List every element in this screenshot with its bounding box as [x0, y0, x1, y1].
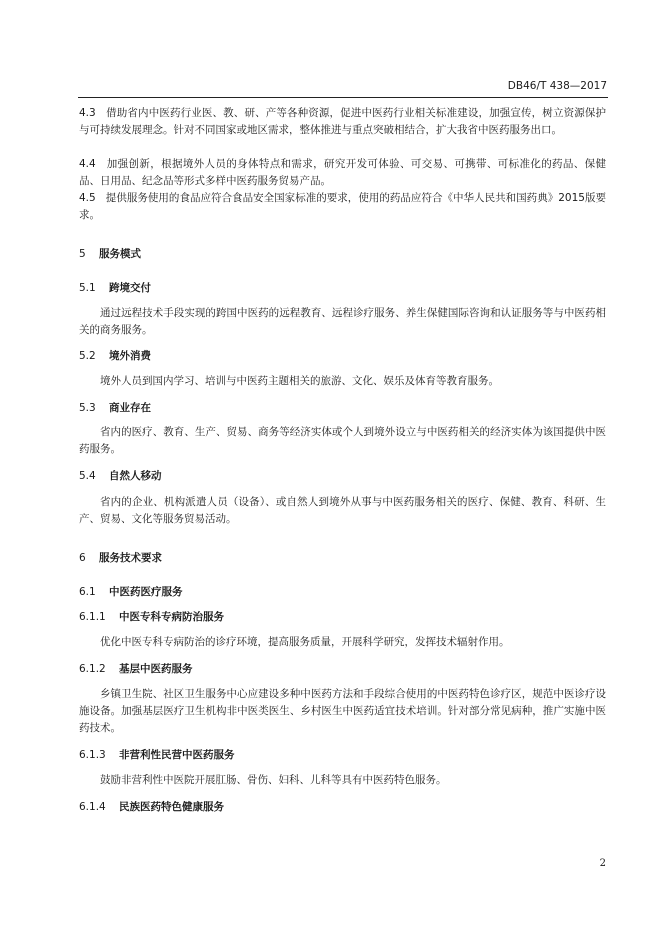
section-number: 5: [79, 248, 86, 260]
heading-5-4: [79, 468, 162, 485]
heading-5-2: [79, 348, 151, 365]
section-number: 6.1.2: [79, 663, 106, 675]
section-number: 5.2: [79, 350, 96, 362]
header-rule: [78, 97, 608, 98]
item-text: 加强创新，根据境外人员的身体特点和需求，研究开发可体验、可交易、可携带、可标准化的药品、保健品、日用品、纪念品等形式多样中医药服务贸易产品。: [79, 158, 606, 187]
section-title: 境外消费: [109, 350, 151, 362]
section-title: 中医药医疗服务: [109, 586, 183, 598]
item-4-3: [79, 105, 606, 139]
section-5-heading: [79, 246, 141, 263]
paragraph-5-3: 省内的医疗、教育、生产、贸易、商务等经济实体或个人到境外设立与中医药相关的经济实体为该国提供中医药服务。: [79, 426, 606, 455]
page-number: 2: [599, 858, 606, 869]
section-number: 5.1: [79, 282, 96, 294]
section-title: 商业存在: [109, 402, 151, 414]
section-title: 中医专科专病防治服务: [119, 611, 224, 623]
section-number: 6.1.3: [79, 749, 106, 761]
item-number: 4.4: [79, 158, 96, 170]
paragraph-6-1-2: 乡镇卫生院、社区卫生服务中心应建设多种中医药方法和手段综合使用的中医药特色诊疗区，规范中医诊疗设施设备。加强基层医疗卫生机构非中医类医生、乡村医生中医药适宜技术培训。针对部分常见病种，推广实施中医药技术。: [79, 688, 606, 734]
item-text: 借助省内中医药行业医、教、研、产等各种资源，促进中医药行业相关标准建设，加强宣传，树立资源保护与可持续发展理念。针对不同国家或地区需求，整体推进与重点突破相结合，扩大我省中医药服务出口。: [79, 107, 607, 136]
section-title: 基层中医药服务: [119, 663, 193, 675]
section-number: 6: [79, 552, 86, 564]
section-number: 6.1: [79, 586, 96, 598]
section-number: 5.4: [79, 470, 96, 482]
paragraph-5-1: 通过远程技术手段实现的跨国中医药的远程教育、远程诊疗服务、养生保健国际咨询和认证服务等与中医药相关的商务服务。: [79, 307, 606, 336]
item-4-5: [79, 190, 606, 224]
item-text: 提供服务使用的食品应符合食品安全国家标准的要求，使用的药品应符合《中华人民共和国药典》2015版要求。: [79, 192, 606, 221]
heading-6-1-2: [79, 661, 193, 678]
section-number: 6.1.4: [79, 801, 106, 813]
section-title: 非营利性民营中医药服务: [119, 749, 235, 761]
heading-5-1: [79, 280, 151, 297]
section-number: 6.1.1: [79, 611, 106, 623]
heading-5-3: [79, 400, 151, 417]
section-title: 民族医药特色健康服务: [119, 801, 224, 813]
section-title: 服务技术要求: [99, 552, 162, 564]
heading-6-1-4: [79, 799, 224, 816]
doc-code: DB46/T 438—2017: [507, 80, 607, 92]
section-title: 跨境交付: [109, 282, 151, 294]
section-title: 自然人移动: [109, 470, 162, 482]
heading-6-1-3: [79, 747, 235, 764]
heading-6-1-1: [79, 609, 224, 626]
section-number: 5.3: [79, 402, 96, 414]
item-number: 4.3: [79, 107, 96, 119]
item-number: 4.5: [79, 192, 96, 204]
section-title: 服务模式: [99, 248, 141, 260]
section-6-heading: [79, 550, 162, 567]
heading-6-1: [79, 584, 183, 601]
paragraph-5-2: 境外人员到国内学习、培训与中医药主题相关的旅游、文化、娱乐及体育等教育服务。: [100, 375, 499, 387]
paragraph-6-1-3: 鼓励非营利性中医院开展肛肠、骨伤、妇科、儿科等具有中医药特色服务。: [100, 774, 447, 786]
paragraph-5-4: 省内的企业、机构派遣人员（设备）、或自然人到境外从事与中医药服务相关的医疗、保健、教育、科研、生产、贸易、文化等服务贸易活动。: [79, 496, 606, 525]
paragraph-6-1-1: 优化中医专科专病防治的诊疗环境，提高服务质量，开展科学研究，发挥技术辐射作用。: [100, 636, 510, 648]
item-4-4: [79, 156, 606, 190]
